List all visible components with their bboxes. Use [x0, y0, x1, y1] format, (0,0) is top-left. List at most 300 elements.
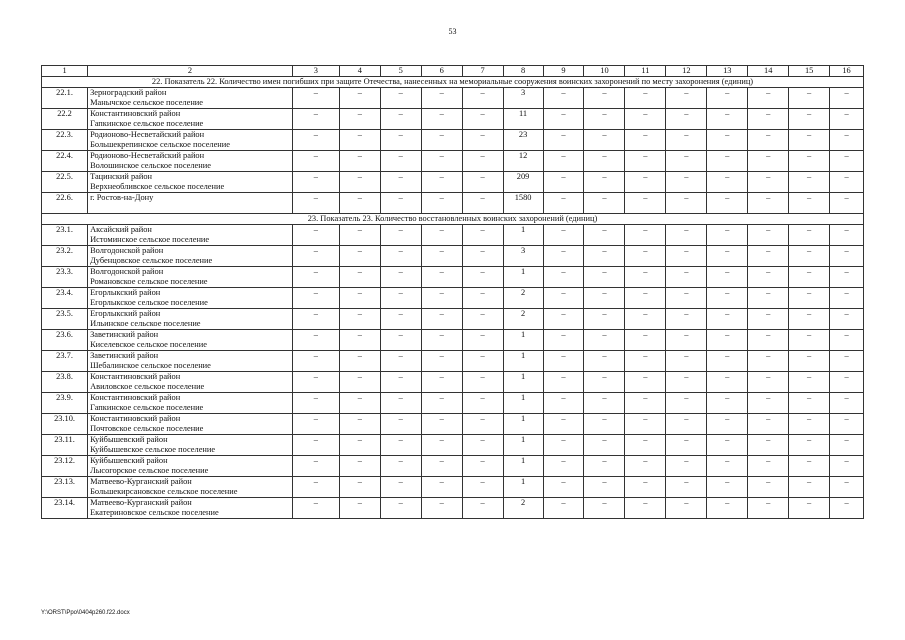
value-cell: –	[584, 193, 625, 214]
value-cell: –	[625, 246, 666, 267]
value-cell: –	[707, 109, 748, 130]
table-row	[42, 109, 864, 130]
column-number: 12	[666, 66, 707, 77]
value-cell: –	[748, 109, 789, 130]
value-cell: –	[666, 309, 707, 330]
value-cell: 3	[503, 88, 543, 109]
value-cell: –	[421, 477, 462, 498]
value-cell: –	[543, 330, 584, 351]
table-row	[42, 309, 864, 330]
value-cell: –	[625, 267, 666, 288]
value-cell: –	[748, 330, 789, 351]
district-name: Константиновский район	[90, 109, 181, 118]
value-cell: –	[707, 130, 748, 151]
settlement-name: Куйбышевское сельское поселение	[90, 445, 216, 454]
value-cell: –	[584, 435, 625, 456]
settlement-name: Гапкинское сельское поселение	[90, 119, 204, 128]
section-title: 23. Показатель 23. Количество восстановленных воинских захоронений (единиц)	[42, 214, 864, 225]
value-cell: –	[830, 309, 864, 330]
table-row	[42, 193, 864, 214]
value-cell: –	[625, 151, 666, 172]
value-cell: –	[543, 393, 584, 414]
value-cell: –	[789, 130, 830, 151]
table-row	[42, 267, 864, 288]
value-cell: –	[292, 267, 339, 288]
value-cell: –	[339, 267, 380, 288]
value-cell: –	[666, 330, 707, 351]
value-cell: –	[380, 288, 421, 309]
value-cell: 1	[503, 267, 543, 288]
value-cell: –	[748, 130, 789, 151]
table-row	[42, 372, 864, 393]
value-cell: –	[380, 498, 421, 519]
value-cell: –	[462, 88, 503, 109]
value-cell: –	[543, 456, 584, 477]
value-cell: –	[292, 393, 339, 414]
value-cell: –	[462, 393, 503, 414]
value-cell: –	[625, 88, 666, 109]
value-cell: –	[666, 393, 707, 414]
value-cell: –	[666, 498, 707, 519]
value-cell: –	[584, 246, 625, 267]
row-number: 22.1.	[42, 88, 88, 109]
value-cell: –	[830, 351, 864, 372]
row-number: 23.7.	[42, 351, 88, 372]
value-cell: –	[292, 351, 339, 372]
value-cell: –	[748, 246, 789, 267]
district-name: Матвеево-Курганский район	[90, 477, 192, 486]
column-number-row	[42, 66, 864, 77]
row-name	[88, 435, 293, 456]
value-cell: 1	[503, 477, 543, 498]
value-cell: 1	[503, 456, 543, 477]
value-cell: –	[584, 88, 625, 109]
value-cell: –	[748, 172, 789, 193]
value-cell: –	[421, 330, 462, 351]
value-cell: –	[339, 288, 380, 309]
value-cell: –	[339, 193, 380, 214]
value-cell: –	[292, 225, 339, 246]
value-cell: –	[625, 393, 666, 414]
value-cell: –	[543, 477, 584, 498]
value-cell: –	[421, 246, 462, 267]
value-cell: –	[748, 309, 789, 330]
section-title-row	[42, 77, 864, 88]
value-cell: –	[339, 151, 380, 172]
row-name	[88, 246, 293, 267]
settlement-name: Дубенцовское сельское поселение	[90, 256, 213, 265]
value-cell: –	[707, 193, 748, 214]
value-cell: –	[707, 246, 748, 267]
value-cell: –	[543, 225, 584, 246]
table-row	[42, 172, 864, 193]
value-cell: 1	[503, 330, 543, 351]
district-name: Тацинский район	[90, 172, 153, 181]
value-cell: –	[707, 172, 748, 193]
district-name: Куйбышевский район	[90, 456, 168, 465]
value-cell: –	[421, 130, 462, 151]
value-cell: –	[421, 288, 462, 309]
value-cell: –	[380, 172, 421, 193]
value-cell: –	[789, 172, 830, 193]
district-name: Родионово-Несветайский район	[90, 130, 205, 139]
row-name	[88, 225, 293, 246]
value-cell: –	[748, 288, 789, 309]
table-row	[42, 225, 864, 246]
row-number: 22.2	[42, 109, 88, 130]
value-cell: –	[666, 193, 707, 214]
column-number: 15	[789, 66, 830, 77]
value-cell: –	[625, 435, 666, 456]
value-cell: –	[830, 88, 864, 109]
row-name	[88, 193, 293, 214]
page-number: 53	[448, 27, 457, 36]
value-cell: –	[625, 498, 666, 519]
value-cell: –	[421, 193, 462, 214]
value-cell: –	[380, 109, 421, 130]
value-cell: –	[789, 498, 830, 519]
value-cell: –	[625, 172, 666, 193]
settlement-name: Егорлыкское сельское поселение	[90, 298, 208, 307]
value-cell: –	[666, 435, 707, 456]
value-cell: –	[748, 151, 789, 172]
value-cell: –	[789, 330, 830, 351]
settlement-name: Авиловское сельское поселение	[90, 382, 205, 391]
value-cell: –	[625, 372, 666, 393]
table-row	[42, 351, 864, 372]
value-cell: –	[339, 372, 380, 393]
row-number: 23.4.	[42, 288, 88, 309]
value-cell: –	[292, 288, 339, 309]
value-cell: –	[421, 151, 462, 172]
value-cell: –	[421, 435, 462, 456]
value-cell: –	[543, 498, 584, 519]
value-cell: –	[292, 172, 339, 193]
value-cell: –	[584, 151, 625, 172]
column-number: 4	[339, 66, 380, 77]
value-cell: –	[543, 372, 584, 393]
value-cell: –	[789, 109, 830, 130]
value-cell: –	[380, 193, 421, 214]
value-cell: –	[584, 309, 625, 330]
value-cell: –	[421, 456, 462, 477]
value-cell: 2	[503, 309, 543, 330]
table-row	[42, 456, 864, 477]
district-name: Егорлыкский район	[90, 309, 161, 318]
row-number: 23.10.	[42, 414, 88, 435]
value-cell: –	[789, 372, 830, 393]
value-cell: –	[666, 246, 707, 267]
value-cell: –	[339, 477, 380, 498]
row-name	[88, 109, 293, 130]
value-cell: –	[707, 88, 748, 109]
value-cell: –	[339, 172, 380, 193]
value-cell: –	[748, 351, 789, 372]
value-cell: –	[292, 193, 339, 214]
value-cell: –	[666, 414, 707, 435]
value-cell: –	[584, 477, 625, 498]
row-name	[88, 172, 293, 193]
value-cell: –	[748, 193, 789, 214]
value-cell: –	[707, 288, 748, 309]
value-cell: –	[380, 309, 421, 330]
value-cell: 1	[503, 393, 543, 414]
value-cell: –	[830, 288, 864, 309]
column-number: 8	[503, 66, 543, 77]
value-cell: –	[666, 456, 707, 477]
value-cell: –	[380, 130, 421, 151]
value-cell: –	[830, 414, 864, 435]
value-cell: –	[292, 109, 339, 130]
value-cell: 1580	[503, 193, 543, 214]
value-cell: –	[748, 477, 789, 498]
value-cell: –	[666, 151, 707, 172]
value-cell: –	[543, 351, 584, 372]
district-name: Зерноградский район	[90, 88, 167, 97]
value-cell: –	[421, 372, 462, 393]
row-number: 23.5.	[42, 309, 88, 330]
value-cell: –	[584, 372, 625, 393]
value-cell: –	[380, 477, 421, 498]
district-name: Аксайский район	[90, 225, 152, 234]
value-cell: –	[707, 351, 748, 372]
value-cell: –	[292, 130, 339, 151]
value-cell: –	[789, 88, 830, 109]
value-cell: –	[462, 130, 503, 151]
value-cell: –	[339, 414, 380, 435]
value-cell: –	[666, 172, 707, 193]
value-cell: 2	[503, 498, 543, 519]
value-cell: –	[543, 130, 584, 151]
value-cell: –	[292, 435, 339, 456]
value-cell: –	[707, 477, 748, 498]
value-cell: 2	[503, 288, 543, 309]
value-cell: –	[789, 477, 830, 498]
value-cell: –	[707, 225, 748, 246]
value-cell: –	[339, 246, 380, 267]
value-cell: –	[666, 130, 707, 151]
value-cell: –	[339, 309, 380, 330]
value-cell: 209	[503, 172, 543, 193]
row-number: 22.5.	[42, 172, 88, 193]
value-cell: –	[789, 456, 830, 477]
value-cell: –	[380, 435, 421, 456]
value-cell: –	[462, 477, 503, 498]
row-name	[88, 372, 293, 393]
value-cell: –	[666, 288, 707, 309]
value-cell: –	[339, 393, 380, 414]
value-cell: –	[789, 225, 830, 246]
value-cell: –	[462, 267, 503, 288]
value-cell: –	[584, 351, 625, 372]
value-cell: –	[421, 109, 462, 130]
value-cell: –	[380, 246, 421, 267]
row-number: 23.1.	[42, 225, 88, 246]
settlement-name: Киселевское сельское поселение	[90, 340, 207, 349]
value-cell: –	[625, 225, 666, 246]
settlement-name: Волошинское сельское поселение	[90, 161, 211, 170]
value-cell: –	[543, 151, 584, 172]
value-cell: –	[292, 456, 339, 477]
value-cell: –	[292, 309, 339, 330]
table-row	[42, 414, 864, 435]
value-cell: –	[584, 288, 625, 309]
value-cell: –	[462, 351, 503, 372]
value-cell: –	[830, 498, 864, 519]
value-cell: –	[625, 288, 666, 309]
value-cell: –	[625, 130, 666, 151]
table-row	[42, 130, 864, 151]
value-cell: –	[789, 309, 830, 330]
table-row	[42, 498, 864, 519]
settlement-name: Почтовское сельское поселение	[90, 424, 204, 433]
row-number: 23.12.	[42, 456, 88, 477]
value-cell: –	[789, 414, 830, 435]
value-cell: –	[748, 88, 789, 109]
value-cell: –	[543, 267, 584, 288]
value-cell: –	[380, 267, 421, 288]
settlement-name: Романовское сельское поселение	[90, 277, 208, 286]
value-cell: –	[421, 414, 462, 435]
row-number: 23.11.	[42, 435, 88, 456]
value-cell: –	[462, 225, 503, 246]
district-name: Константиновский район	[90, 393, 181, 402]
table-row	[42, 151, 864, 172]
row-number: 23.6.	[42, 330, 88, 351]
value-cell: –	[380, 414, 421, 435]
value-cell: –	[707, 330, 748, 351]
value-cell: –	[421, 351, 462, 372]
value-cell: –	[830, 109, 864, 130]
column-number: 1	[42, 66, 88, 77]
value-cell: –	[462, 193, 503, 214]
district-name: Заветинский район	[90, 351, 159, 360]
value-cell: –	[707, 456, 748, 477]
value-cell: –	[339, 130, 380, 151]
value-cell: –	[380, 456, 421, 477]
value-cell: –	[625, 330, 666, 351]
value-cell: –	[339, 330, 380, 351]
value-cell: –	[830, 151, 864, 172]
value-cell: 11	[503, 109, 543, 130]
value-cell: –	[380, 88, 421, 109]
value-cell: –	[830, 435, 864, 456]
value-cell: –	[292, 477, 339, 498]
value-cell: –	[543, 109, 584, 130]
value-cell: –	[748, 498, 789, 519]
value-cell: –	[584, 267, 625, 288]
value-cell: –	[462, 330, 503, 351]
district-name: Заветинский район	[90, 330, 159, 339]
row-name	[88, 414, 293, 435]
row-name	[88, 130, 293, 151]
value-cell: 1	[503, 435, 543, 456]
value-cell: –	[748, 267, 789, 288]
value-cell: –	[421, 498, 462, 519]
value-cell: –	[707, 309, 748, 330]
district-name: Матвеево-Курганский район	[90, 498, 192, 507]
column-number: 16	[830, 66, 864, 77]
column-number: 10	[584, 66, 625, 77]
row-number: 23.9.	[42, 393, 88, 414]
row-name	[88, 88, 293, 109]
value-cell: –	[707, 393, 748, 414]
value-cell: –	[462, 414, 503, 435]
value-cell: –	[830, 225, 864, 246]
settlement-name: Манычское сельское поселение	[90, 98, 203, 107]
value-cell: –	[584, 456, 625, 477]
value-cell: –	[666, 267, 707, 288]
value-cell: –	[748, 456, 789, 477]
value-cell: –	[748, 372, 789, 393]
column-number: 13	[707, 66, 748, 77]
value-cell: –	[462, 498, 503, 519]
column-number: 3	[292, 66, 339, 77]
value-cell: –	[789, 151, 830, 172]
row-name	[88, 309, 293, 330]
row-name	[88, 498, 293, 519]
value-cell: –	[789, 435, 830, 456]
value-cell: –	[748, 393, 789, 414]
value-cell: –	[462, 246, 503, 267]
value-cell: –	[543, 172, 584, 193]
value-cell: –	[625, 309, 666, 330]
row-name	[88, 351, 293, 372]
value-cell: –	[462, 172, 503, 193]
value-cell: –	[789, 267, 830, 288]
value-cell: –	[707, 372, 748, 393]
value-cell: –	[830, 130, 864, 151]
value-cell: –	[666, 109, 707, 130]
value-cell: –	[584, 498, 625, 519]
settlement-name: Екатериновское сельское поселение	[90, 508, 219, 517]
column-number: 5	[380, 66, 421, 77]
row-name	[88, 267, 293, 288]
settlement-name: Лысогорское сельское поселение	[90, 466, 209, 475]
value-cell: –	[380, 151, 421, 172]
value-cell: –	[339, 456, 380, 477]
value-cell: –	[462, 372, 503, 393]
value-cell: –	[666, 351, 707, 372]
value-cell: –	[421, 309, 462, 330]
column-number: 6	[421, 66, 462, 77]
district-name: Константиновский район	[90, 372, 181, 381]
value-cell: 1	[503, 351, 543, 372]
value-cell: –	[339, 225, 380, 246]
value-cell: –	[625, 109, 666, 130]
value-cell: –	[292, 414, 339, 435]
value-cell: –	[584, 225, 625, 246]
value-cell: –	[543, 309, 584, 330]
value-cell: –	[339, 435, 380, 456]
value-cell: –	[707, 498, 748, 519]
value-cell: –	[830, 267, 864, 288]
value-cell: –	[462, 456, 503, 477]
row-number: 23.2.	[42, 246, 88, 267]
value-cell: –	[584, 109, 625, 130]
value-cell: –	[830, 372, 864, 393]
row-name	[88, 456, 293, 477]
table-row	[42, 435, 864, 456]
column-number: 11	[625, 66, 666, 77]
row-number: 23.3.	[42, 267, 88, 288]
value-cell: –	[421, 393, 462, 414]
district-name: Волгодонской район	[90, 267, 164, 276]
value-cell: –	[830, 246, 864, 267]
column-number: 14	[748, 66, 789, 77]
value-cell: –	[748, 225, 789, 246]
value-cell: 3	[503, 246, 543, 267]
